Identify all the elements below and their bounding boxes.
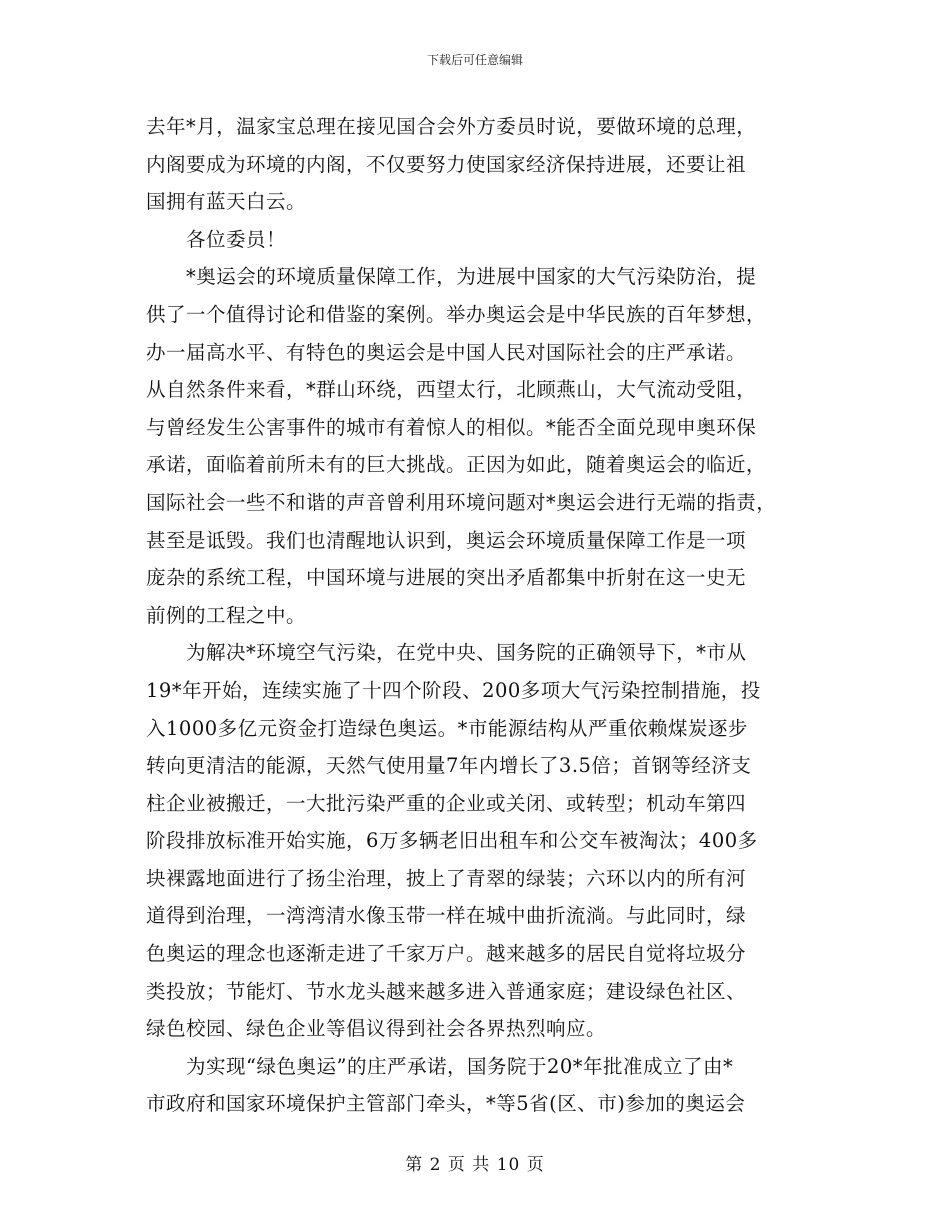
text-line: 各位委员！ [186,227,287,251]
text-line: 色奥运的理念也逐渐走进了千家万户。越来越多的居民自觉将垃圾分 [146,942,747,966]
text-line: 类投放；节能灯、节水龙头越来越多进入普通家庭；建设绿色社区、 [146,979,747,1003]
document-body [146,108,804,1123]
text-line: 柱企业被搬迁，一大批污染严重的企业或关闭、或转型；机动车第四 [146,791,747,815]
text-line: 庞杂的系统工程，中国环境与进展的突出矛盾都集中折射在这一史无 [146,566,747,590]
text-line: 承诺，面临着前所未有的巨大挑战。正因为如此，随着奥运会的临近， [146,453,767,477]
text-line: 供了一个值得讨论和借鉴的案例。举办奥运会是中华民族的百年梦想， [146,302,767,326]
text-line: 为解决*环境空气污染，在党中央、国务院的正确领导下，*市从 [186,641,747,665]
text-line: 入1000多亿元资金打造绿色奥运。*市能源结构从严重依赖煤炭逐步 [146,716,748,740]
text-line: 转向更清洁的能源，天然气使用量7年内增长了3.5倍；首钢等经济支 [146,754,752,778]
text-line: 去年*月，温家宝总理在接见国合会外方委员时说，要做环境的总理， [146,115,757,138]
text-line: *奥运会的环境质量保障工作，为进展中国家的大气污染防治，提 [186,265,757,289]
text-line: 市政府和国家环境保护主管部门牵头，*等5省(区、市)参加的奥运会 [146,1092,746,1116]
page-header-note: 下载后可任意编辑 [426,53,523,67]
page-number-footer: 第 2 页 共 10 页 [405,1155,545,1175]
text-line: 内阁要成为环境的内阁，不仅要努力使国家经济保持进展，还要让祖 [146,152,747,176]
text-line: 从自然条件来看，*群山环绕，西望太行，北顾燕山，大气流动受阻， [146,378,757,402]
text-line: 为实现“绿色奥运”的庄严承诺，国务院于20*年批准成立了由* [186,1054,734,1078]
text-line: 阶段排放标准开始实施，6万多辆老旧出租车和公交车被淘汰；400多 [146,829,758,853]
text-line: 与曾经发生公害事件的城市有着惊人的相似。*能否全面兑现申奥环保 [146,415,757,439]
text-line: 办一届高水平、有特色的奥运会是中国人民对国际社会的庄严承诺。 [146,340,747,364]
text-line: 绿色校园、绿色企业等倡议得到社会各界热烈响应。 [146,1017,607,1041]
text-line: 块裸露地面进行了扬尘治理，披上了青翠的绿装；六环以内的所有河 [146,866,747,890]
text-line: 前例的工程之中。 [146,603,307,627]
text-line: 国拥有蓝天白云。 [146,190,307,214]
text-line: 国际社会一些不和谐的声音曾利用环境问题对*奥运会进行无端的指责， [146,490,777,514]
text-line: 19*年开始，连续实施了十四个阶段、200多项大气污染控制措施，投 [146,678,761,702]
text-line: 甚至是诋毁。我们也清醒地认识到，奥运会环境质量保障工作是一项 [146,528,747,552]
text-line: 道得到治理，一湾湾清水像玉带一样在城中曲折流淌。与此同时，绿 [146,904,747,928]
